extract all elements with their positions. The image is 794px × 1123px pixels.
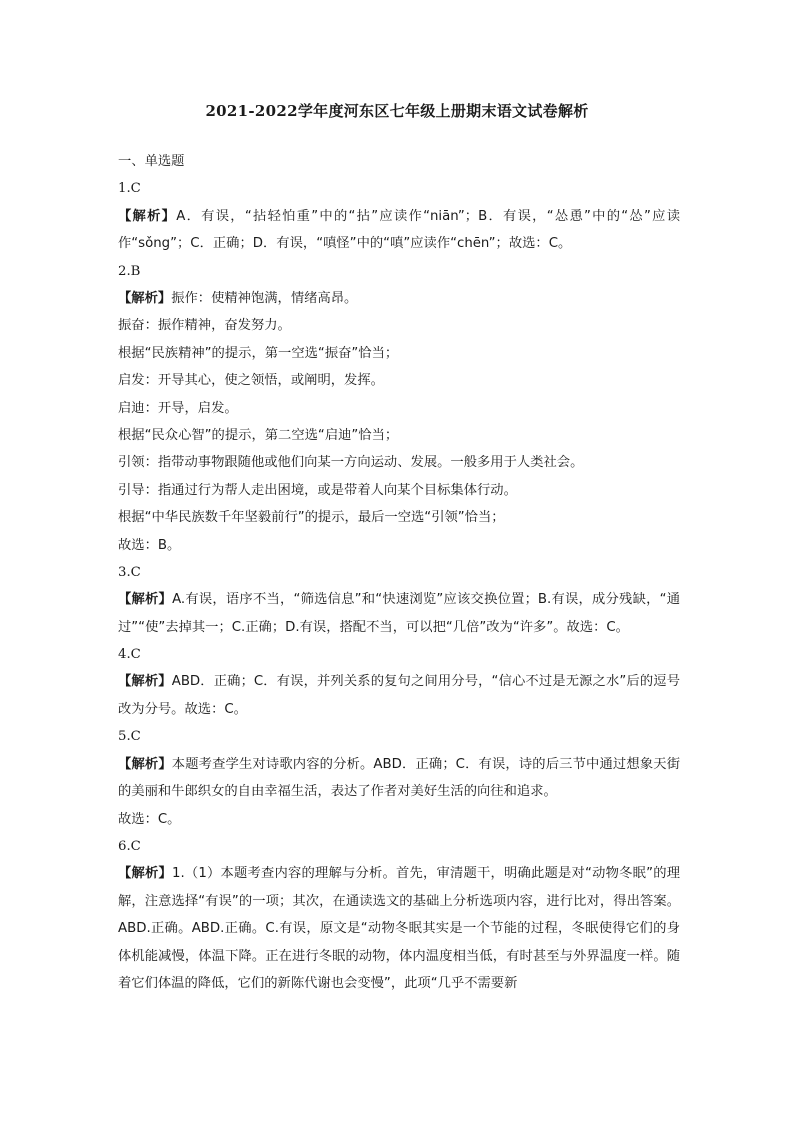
answer-1: 1.C <box>118 181 141 197</box>
analysis-tag: 【解析】 <box>118 866 172 882</box>
answer-2: 2.B <box>118 263 141 279</box>
answer-6: 6.C <box>118 838 141 854</box>
analysis-2-line: 引领：指带动事物跟随他或他们向某一方向运动、发展。一般多用于人类社会。 <box>118 455 584 471</box>
analysis-2-line: 引导：指通过行为帮人走出困境，或是带着人向某个目标集体行动。 <box>118 482 517 498</box>
analysis-tag: 【解析】 <box>118 592 173 608</box>
document-body <box>118 148 680 997</box>
analysis-5-line: 故选：C。 <box>118 811 181 827</box>
analysis-2-line: 根据“民众心智”的提示，第二空选“启迪”恰当； <box>118 427 399 443</box>
analysis-5 <box>118 751 680 806</box>
analysis-tag: 【解析】 <box>118 208 177 224</box>
section-heading: 一、单选题 <box>118 154 185 169</box>
analysis-3 <box>118 586 680 641</box>
analysis-4-text: ABD．正确；C．有误，并列关系的复句之间用分号，“信心不过是无源之水”后的逗号改为分号。故选：C。 <box>118 674 680 717</box>
analysis-5-text: 本题考查学生对诗歌内容的分析。ABD．正确；C．有误，诗的后三节中通过想象天街的美丽和牛郎织女的自由幸福生活，表达了作者对美好生活的向往和追求。 <box>118 756 681 800</box>
analysis-2-line: 振奋：振作精神，奋发努力。 <box>118 318 291 334</box>
analysis-2-line: 启发：开导其心，使之领悟，或阐明，发挥。 <box>118 373 384 389</box>
analysis-2-line: 故选：B。 <box>118 537 181 553</box>
analysis-tag: 【解析】 <box>118 290 172 306</box>
analysis-4 <box>118 668 680 723</box>
analysis-6 <box>118 860 680 997</box>
analysis-1 <box>118 203 680 258</box>
answer-5: 5.C <box>118 729 141 745</box>
analysis-1-text: A．有误，“拈轻怕重”中的“拈”应读作“niān”；B．有误，“怂恿”中的“怂”应读作“sǒng”；C．正确；D．有误，“嗔怪”中的“嗔”应读作“chēn”；故选：C。 <box>118 208 681 252</box>
analysis-6-text: 1.（1）本题考查内容的理解与分析。首先，审清题干，明确此题是对“动物冬眠”的理解，注意选择“有误”的一项；其次，在通读选文的基础上分析选项内容，进行比对，得出答案。ABD.正确。ABD.正确。C.有误，原文是“动物冬眠其实是一个节能的过程，冬眠使得它们的身体机能减慢，体温下降。正在进行冬眠的动物，体内温度相当低，有时甚至与外界温度一样。随着它们体温的降低，它们的新陈代谢也会变慢”，此项“几乎不需要新 <box>118 866 680 991</box>
document-title: 2021-2022学年度河东区七年级上册期末语文试卷解析 <box>205 102 589 120</box>
analysis-tag: 【解析】 <box>118 674 172 690</box>
answer-3: 3.C <box>118 564 141 580</box>
analysis-2 <box>118 285 680 312</box>
analysis-2-line: 根据“中华民族数千年坚毅前行”的提示，最后一空选“引领”恰当； <box>118 510 505 526</box>
analysis-2-line: 启迪：开导，启发。 <box>118 400 238 416</box>
analysis-tag: 【解析】 <box>118 756 172 772</box>
analysis-2-text: 振作：使精神饱满，情绪高昂。 <box>171 290 358 306</box>
analysis-3-text: A.有误，语序不当，“筛选信息”和“快速浏览”应该交换位置；B.有误，成分残缺，“通过”“使”去掉其一；C.正确；D.有误，搭配不当，可以把“几倍”改为“许多”。故选：C。 <box>118 592 680 635</box>
analysis-2-line: 根据“民族精神”的提示，第一空选“振奋”恰当； <box>118 345 399 361</box>
answer-4: 4.C <box>118 647 141 663</box>
